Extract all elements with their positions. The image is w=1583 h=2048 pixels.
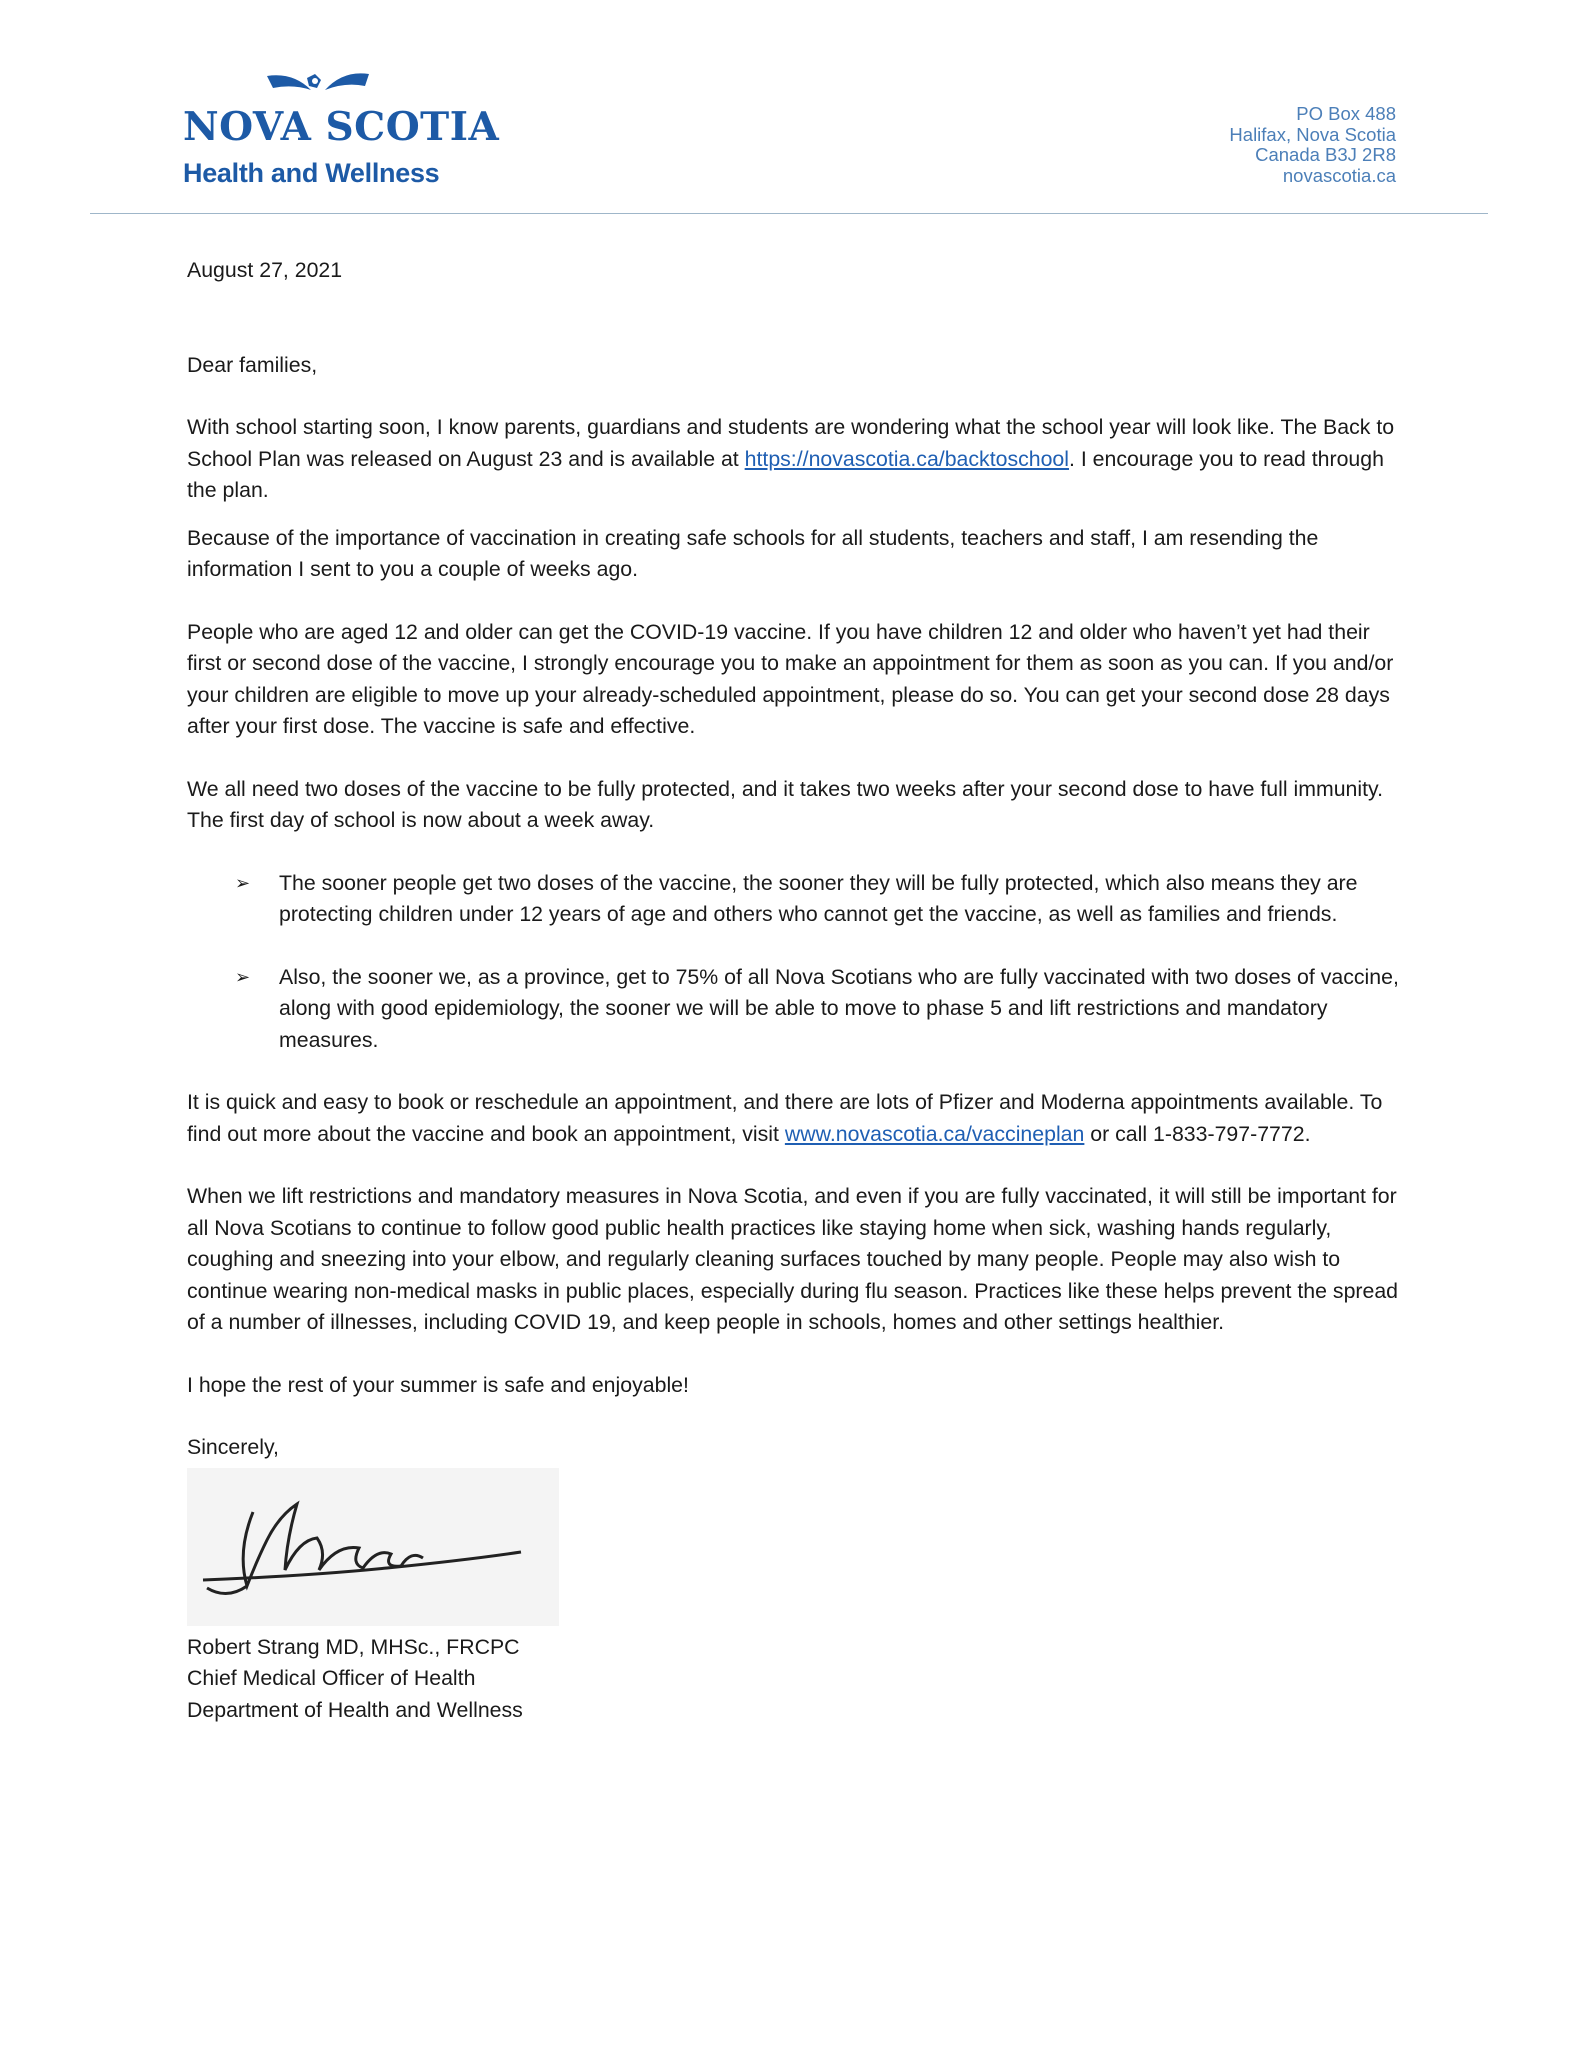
letter-body <box>187 255 1407 1726</box>
paragraph-text: or call 1-833-797-7772. <box>1084 1121 1311 1146</box>
signature-block <box>187 1632 1407 1727</box>
website-line: novascotia.ca <box>1282 164 1396 186</box>
logo-wordmark: NOVA SCOTIA <box>183 104 500 150</box>
paragraph-public-health: When we lift restrictions and mandatory measures in Nova Scotia, and even if you are fully vaccinated, it will still be important for all Nova Scotians to continue to follow good public health practices like staying home when sick, washing hands regularly, coughing and sneezing into your elbow, and regularly cleaning surfaces touched by many people. People may also wish to continue wearing non-medical masks in public places, especially during flu season. Practices like these helps prevent the spread of a number of illnesses, including COVID 19, and keep people in schools, homes and other settings healthier. <box>187 1184 1399 1334</box>
bullet-text: The sooner people get two doses of the vaccine, the sooner they will be fully protected, which also means they are protecting children under 12 years of age and others who cannot get the vaccine, as well as families and friends. <box>279 870 1358 926</box>
signer-title: Chief Medical Officer of Health <box>187 1666 476 1690</box>
paragraph-resending: Because of the importance of vaccination in creating safe schools for all students, teachers and staff, I am resending the information I sent to you a couple of weeks ago. <box>187 525 1319 581</box>
letter-date: August 27, 2021 <box>187 258 343 282</box>
bullet-item <box>187 868 1407 931</box>
paragraph-two-doses: We all need two doses of the vaccine to be fully protected, and it takes two weeks after your second dose to have full immunity. The first day of school is now about a week away. <box>187 776 1384 832</box>
arrow-bullet-icon: ➢ <box>235 966 251 987</box>
paragraph-back-to-school <box>187 412 1407 507</box>
signer-department: Department of Health and Wellness <box>187 1697 523 1722</box>
header-divider <box>90 213 1488 214</box>
paragraph-text: . I encourage you to read through the plan. <box>187 446 1384 502</box>
department-name: Health and Wellness <box>183 158 440 188</box>
paragraph-closing-wish: I hope the rest of your summer is safe and enjoyable! <box>187 1372 689 1397</box>
bullet-list <box>187 868 1407 1057</box>
paragraph-eligibility: People who are aged 12 and older can get the COVID-19 vaccine. If you have children 12 and older who haven’t yet had their first or second dose of the vaccine, I strongly encourage you to make an appointment for them as soon as you can. If you and/or your children are eligible to move up your already-scheduled appointment, please do so. You can get your second dose 28 days after your first dose. The vaccine is safe and effective. <box>187 619 1394 738</box>
handwritten-signature <box>187 1468 559 1626</box>
paragraph-text: With school starting soon, I know parents, guardians and students are wondering what the school year will look like. The Back to School Plan was released on August 23 and is available at <box>187 415 1395 471</box>
closing: Sincerely, <box>187 1435 279 1459</box>
arrow-bullet-icon: ➢ <box>235 872 251 893</box>
paragraph-booking <box>187 1087 1407 1150</box>
backtoschool-link[interactable]: https://novascotia.ca/backtoschool <box>744 446 1070 471</box>
salutation: Dear families, <box>187 352 318 377</box>
bullet-text: Also, the sooner we, as a province, get to 75% of all Nova Scotians who are fully vaccinated with two doses of vaccine, along with good epidemiology, the sooner we will be able to move to phase 5 and lift restrictions and mandatory measures. <box>279 964 1399 1052</box>
nova-scotia-logo <box>183 70 500 190</box>
paragraph-text: It is quick and easy to book or reschedule an appointment, and there are lots of Pfizer and Moderna appointments available. To find out more about the vaccine and book an appointment, visit <box>187 1090 1383 1146</box>
address-block <box>1229 104 1396 186</box>
bullet-item <box>187 962 1407 1057</box>
address-line: Canada B3J 2R8 <box>1255 144 1396 165</box>
signer-name: Robert Strang MD, MHSc., FRCPC <box>187 1634 520 1659</box>
address-line: Halifax, Nova Scotia <box>1229 123 1396 145</box>
vaccineplan-link[interactable]: www.novascotia.ca/vaccineplan <box>784 1121 1085 1146</box>
address-line: PO Box 488 <box>1296 103 1396 124</box>
